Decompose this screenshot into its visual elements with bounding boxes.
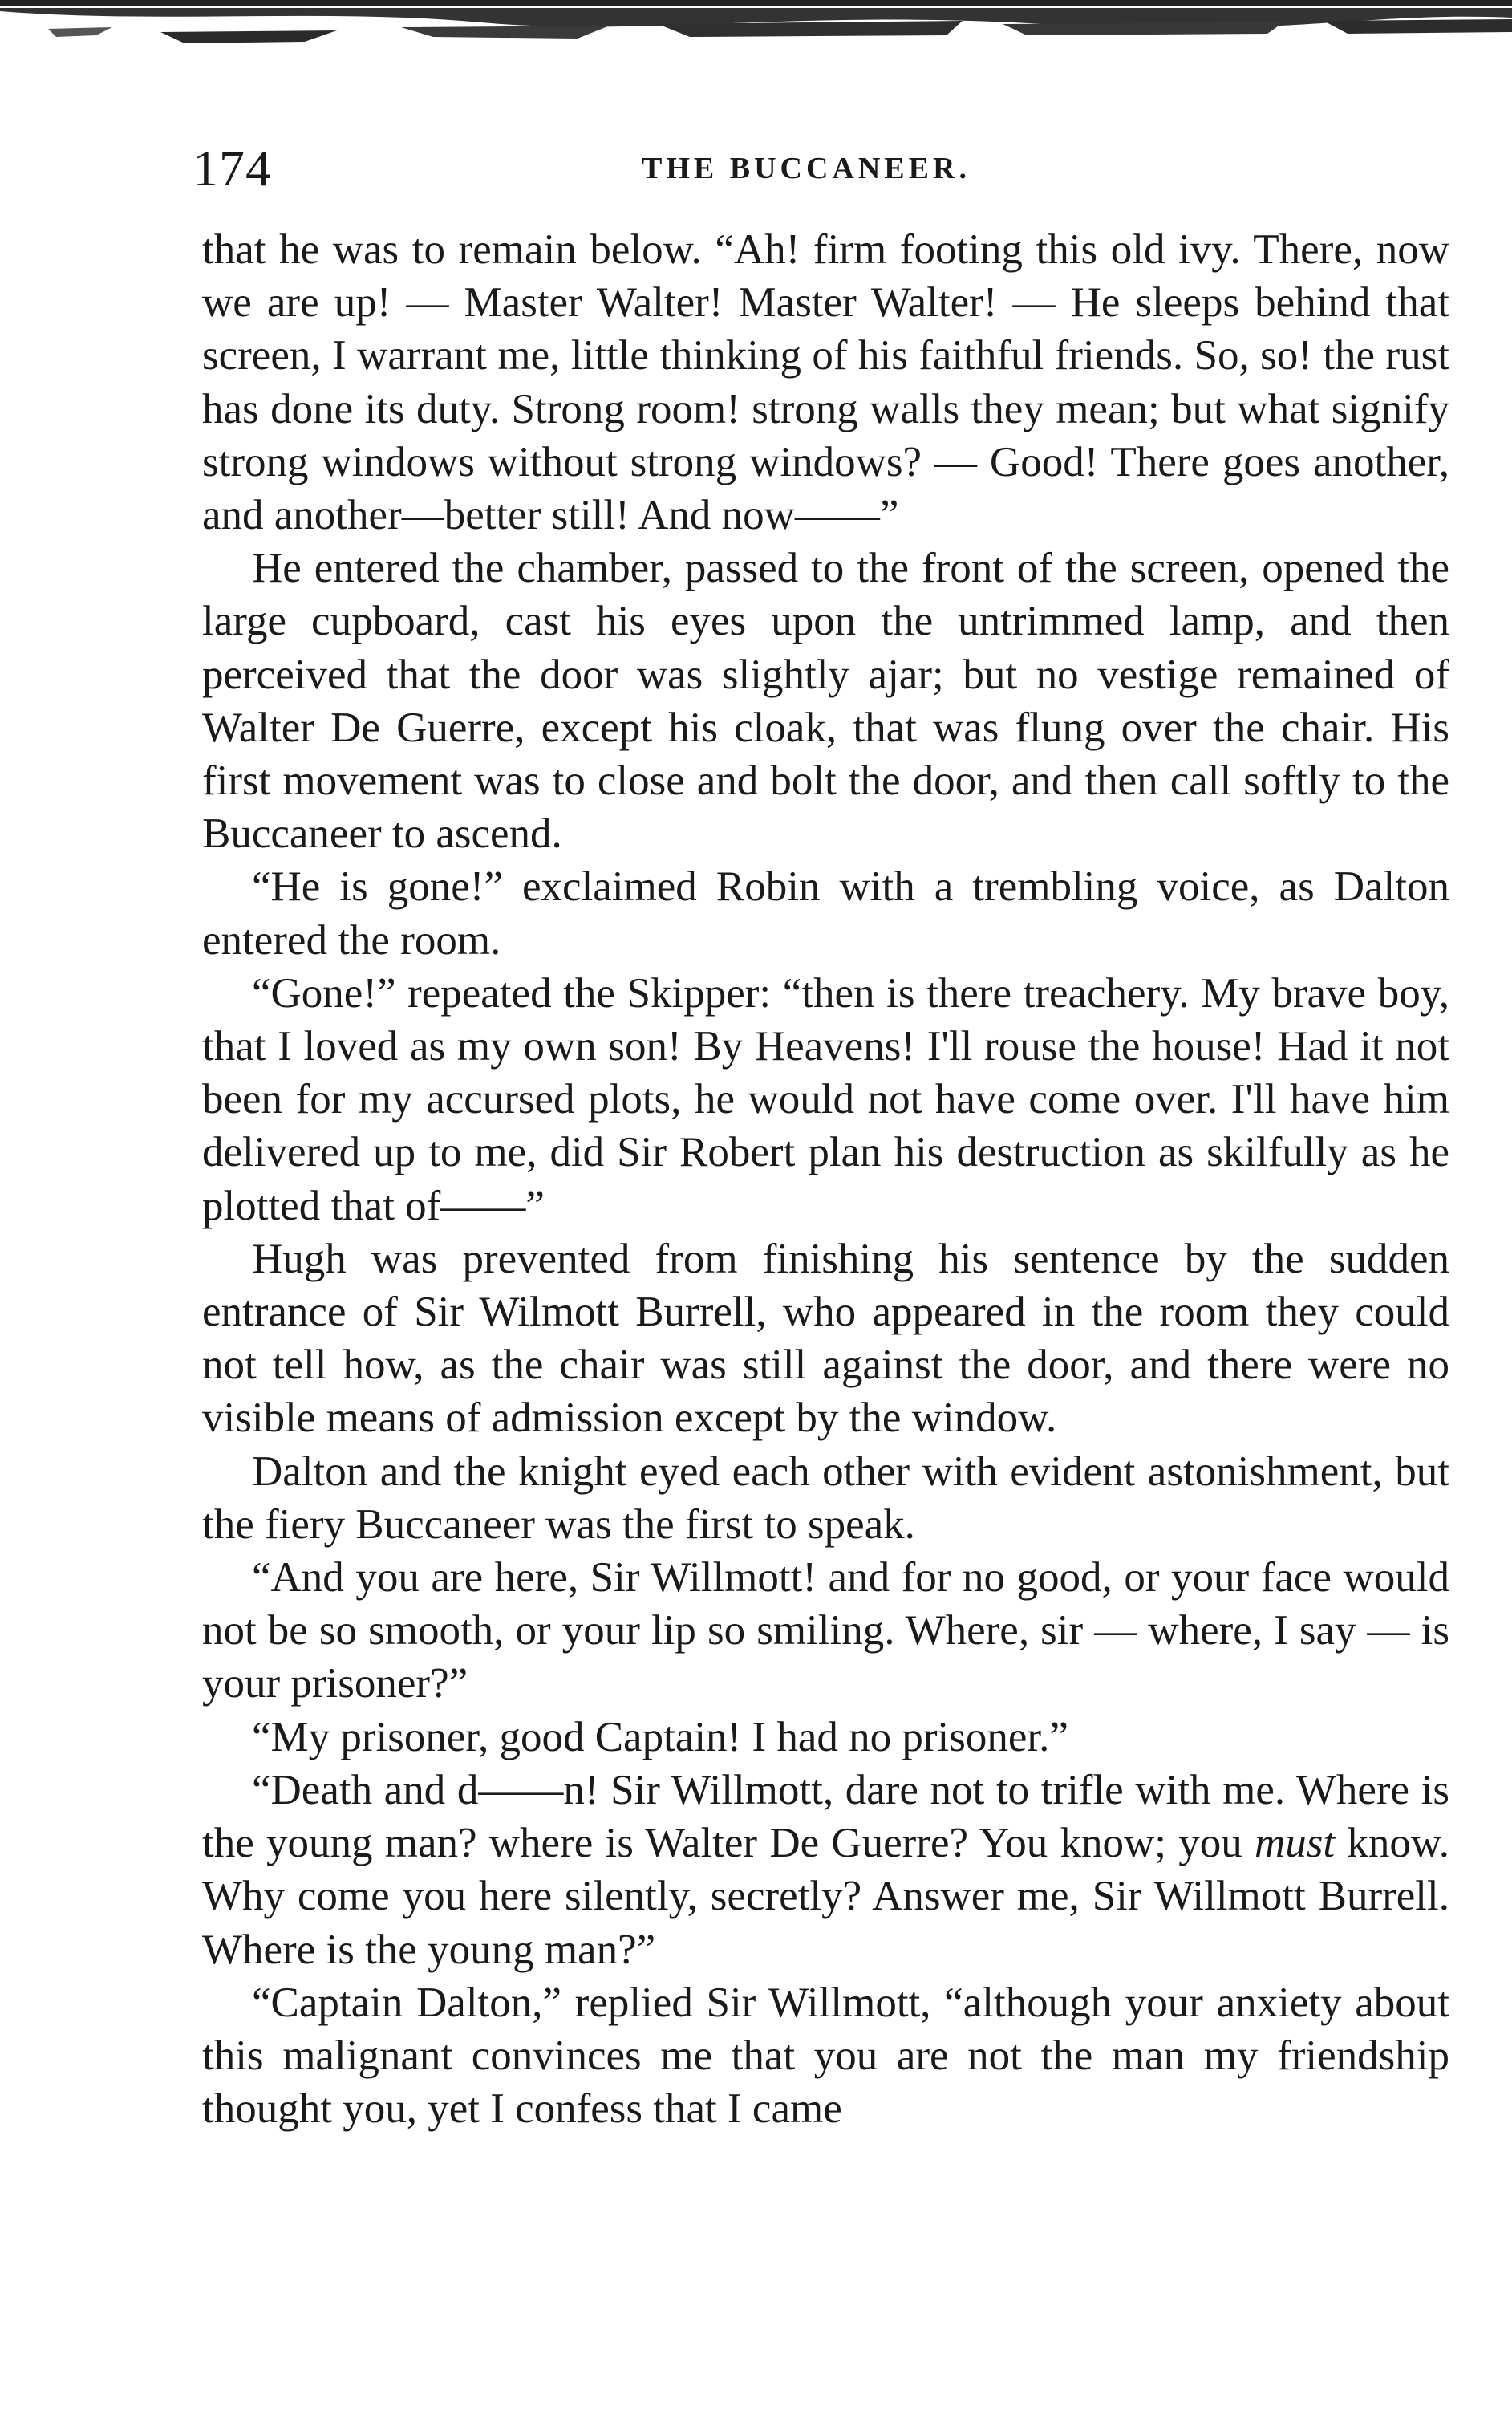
paragraph: Hugh was prevented from finishing his sentence by the sudden entrance of Sir Wilmott Burrell, who appeared in the room they could not tell how, as the chair was still against the door, and there were no visible means of admission except by the window. [202, 1235, 1449, 1442]
paragraph [202, 1764, 1449, 1976]
paragraph: that he was to remain below. “Ah! firm footing this old ivy. There, now we are up! — Master Walter! Master Walter! — He sleeps behind that screen, I warrant me, little thinking of his faithful friends. So, so! the rust has done its duty. Strong room! strong walls they mean; but what signify strong windows without strong windows? — Good! There goes another, and another—better still! And now——” [202, 226, 1449, 539]
emphasis-text: must [1255, 1820, 1336, 1867]
paragraph: “He is gone!” exclaimed Robin with a trembling voice, as Dalton entered the room. [202, 863, 1449, 964]
decorative-rule-icon [0, 0, 1512, 64]
paragraph-text: know. Why come you here silently, secretly? Answer me, Sir Willmott Burrell. Where is the young man?” [202, 1820, 1449, 1973]
book-title: THE BUCCANEER. [642, 152, 971, 185]
page-top-border [0, 0, 1512, 64]
paragraph-text: “Death and d——n! Sir Willmott, dare not to trifle with me. Where is the young man? where is Walter De Guerre? You know; you [202, 1766, 1449, 1867]
body-text [202, 223, 1449, 2135]
paragraph: “Gone!” repeated the Skipper: “then is there treachery. My brave boy, that I loved as my own son! By Heavens! I'll rouse the house! Had it not been for my accursed plots, he would not have come over. I'll have him delivered up to me, did Sir Robert plan his destruction as skilfully as he plotted that of——” [202, 969, 1449, 1229]
paragraph: Dalton and the knight eyed each other with evident astonishment, but the fiery Buccaneer was the first to speak. [202, 1447, 1449, 1548]
running-head [193, 136, 1460, 201]
paragraph: He entered the chamber, passed to the front of the screen, opened the large cupboard, cast his eyes upon the untrimmed lamp, and then perceived that the door was slightly ajar; but no vestige remained of Walter De Guerre, except his cloak, that was flung over the chair. His first movement was to close and bolt the door, and then call softly to the Buccaneer to ascend. [202, 545, 1449, 858]
paragraph: “My prisoner, good Captain! I had no prisoner.” [252, 1713, 1068, 1760]
paragraph: “Captain Dalton,” replied Sir Willmott, “although your anxiety about this malignant convinces me that you are not the man my friendship thought you, yet I confess that I came [202, 1979, 1449, 2133]
paragraph: “And you are here, Sir Willmott! and for no good, or your face would not be so smooth, or your lip so smiling. Where, sir — where, I say — is your prisoner?” [202, 1554, 1449, 1707]
page-number: 174 [193, 140, 272, 197]
